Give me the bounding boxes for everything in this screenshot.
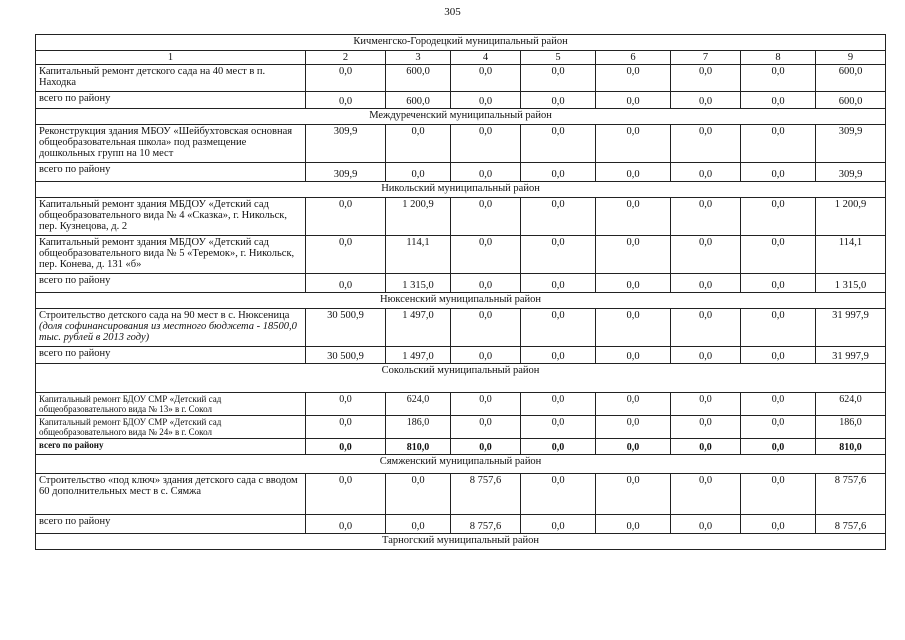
cell-value: 0,0 xyxy=(521,347,596,364)
cell-value: 0,0 xyxy=(596,65,671,92)
cell-value: 114,1 xyxy=(386,236,451,274)
cell-value: 0,0 xyxy=(306,393,386,416)
table-row-total xyxy=(36,274,886,293)
cell-value: 0,0 xyxy=(741,92,816,109)
cell-value: 0,0 xyxy=(521,309,596,347)
cell-value: 0,0 xyxy=(306,236,386,274)
cell-value: 0,0 xyxy=(741,515,816,534)
cell-value: 0,0 xyxy=(671,274,741,293)
cell-value: 0,0 xyxy=(596,125,671,163)
table-row-total xyxy=(36,163,886,182)
cell-value: 0,0 xyxy=(596,416,671,439)
cell-value: 0,0 xyxy=(596,236,671,274)
cell-value: 114,1 xyxy=(816,236,886,274)
cell-value: 0,0 xyxy=(451,439,521,455)
table-row-total xyxy=(36,347,886,364)
cell-value: 0,0 xyxy=(521,92,596,109)
cell-value: 0,0 xyxy=(671,515,741,534)
cell-value: 30 500,9 xyxy=(306,309,386,347)
cell-value: 0,0 xyxy=(521,416,596,439)
cell-value: 0,0 xyxy=(596,474,671,515)
cell-value: 30 500,9 xyxy=(306,347,386,364)
cell-value: 0,0 xyxy=(741,439,816,455)
cell-value: 0,0 xyxy=(671,125,741,163)
column-number-row xyxy=(36,51,886,65)
cell-value: 600,0 xyxy=(816,92,886,109)
cell-value: 0,0 xyxy=(741,416,816,439)
table-row xyxy=(36,309,886,347)
cell-value: 8 757,6 xyxy=(816,515,886,534)
column-number: 4 xyxy=(451,51,521,65)
section-header xyxy=(36,364,886,393)
table-row xyxy=(36,198,886,236)
row-description: всего по району xyxy=(36,439,306,455)
cell-value: 31 997,9 xyxy=(816,347,886,364)
cell-value: 0,0 xyxy=(596,92,671,109)
row-description: Реконструкция здания МБОУ «Шейбухтовская основная общеобразовательная школа» под размещение дошкольных групп на 10 мест xyxy=(36,125,306,163)
cell-value: 0,0 xyxy=(741,163,816,182)
cell-value: 309,9 xyxy=(816,125,886,163)
row-description-cell xyxy=(36,309,306,347)
cell-value: 0,0 xyxy=(306,92,386,109)
cell-value: 0,0 xyxy=(451,274,521,293)
cell-value: 0,0 xyxy=(671,92,741,109)
row-description: Строительство «под ключ» здания детского сада с вводом 60 дополнительных мест в с. Сямжа xyxy=(36,474,306,515)
cell-value: 0,0 xyxy=(451,347,521,364)
cell-value: 0,0 xyxy=(386,163,451,182)
cell-value: 1 200,9 xyxy=(816,198,886,236)
cell-value: 0,0 xyxy=(741,65,816,92)
cell-value: 0,0 xyxy=(671,65,741,92)
budget-table xyxy=(35,34,886,550)
section-title: Сокольский муниципальный район xyxy=(36,364,886,393)
cell-value: 0,0 xyxy=(451,125,521,163)
cell-value: 0,0 xyxy=(451,236,521,274)
cell-value: 0,0 xyxy=(451,198,521,236)
row-description: всего по району xyxy=(36,347,306,364)
cell-value: 0,0 xyxy=(521,393,596,416)
cell-value: 0,0 xyxy=(741,309,816,347)
cell-value: 0,0 xyxy=(671,347,741,364)
section-header xyxy=(36,293,886,309)
section-header xyxy=(36,455,886,474)
cell-value: 0,0 xyxy=(521,236,596,274)
cell-value: 0,0 xyxy=(386,125,451,163)
cell-value: 624,0 xyxy=(386,393,451,416)
cell-value: 0,0 xyxy=(596,274,671,293)
cell-value: 0,0 xyxy=(521,65,596,92)
cell-value: 0,0 xyxy=(741,236,816,274)
cell-value: 0,0 xyxy=(741,474,816,515)
row-note: (доля софинансирования из местного бюджета - 18500,0 тыс. рублей в 2013 году) xyxy=(39,321,297,343)
row-description: Капитальный ремонт БДОУ СМР «Детский сад общеобразовательного вида № 13» в г. Сокол xyxy=(36,393,306,416)
cell-value: 0,0 xyxy=(596,163,671,182)
cell-value: 186,0 xyxy=(386,416,451,439)
table-row-total xyxy=(36,439,886,455)
column-number: 3 xyxy=(386,51,451,65)
cell-value: 0,0 xyxy=(521,198,596,236)
cell-value: 0,0 xyxy=(451,163,521,182)
cell-value: 0,0 xyxy=(671,163,741,182)
cell-value: 0,0 xyxy=(596,309,671,347)
row-description: Капитальный ремонт БДОУ СМР «Детский сад общеобразовательного вида № 24» в г. Сокол xyxy=(36,416,306,439)
column-number: 6 xyxy=(596,51,671,65)
section-header xyxy=(36,534,886,550)
table-row xyxy=(36,416,886,439)
column-number: 9 xyxy=(816,51,886,65)
column-number: 2 xyxy=(306,51,386,65)
row-description: Капитальный ремонт здания МБДОУ «Детский сад общеобразовательного вида № 5 «Теремок», г. Никольск, пер. Конева, д. 131 «б» xyxy=(36,236,306,274)
cell-value: 0,0 xyxy=(741,393,816,416)
cell-value: 1 497,0 xyxy=(386,347,451,364)
table-row xyxy=(36,65,886,92)
cell-value: 0,0 xyxy=(671,198,741,236)
cell-value: 186,0 xyxy=(816,416,886,439)
cell-value: 0,0 xyxy=(671,236,741,274)
cell-value: 0,0 xyxy=(386,515,451,534)
section-title: Никольский муниципальный район xyxy=(36,182,886,198)
cell-value: 0,0 xyxy=(741,274,816,293)
cell-value: 0,0 xyxy=(451,309,521,347)
cell-value: 0,0 xyxy=(596,439,671,455)
cell-value: 0,0 xyxy=(521,439,596,455)
row-description: Капитальный ремонт детского сада на 40 мест в п. Находка xyxy=(36,65,306,92)
cell-value: 0,0 xyxy=(521,474,596,515)
cell-value: 0,0 xyxy=(451,92,521,109)
cell-value: 0,0 xyxy=(306,198,386,236)
section-header xyxy=(36,35,886,51)
row-description: Капитальный ремонт здания МБДОУ «Детский сад общеобразовательного вида № 4 «Сказка», г. Никольск, пер. Кузнецова, д. 2 xyxy=(36,198,306,236)
cell-value: 309,9 xyxy=(816,163,886,182)
cell-value: 600,0 xyxy=(386,65,451,92)
cell-value: 624,0 xyxy=(816,393,886,416)
cell-value: 0,0 xyxy=(596,393,671,416)
row-description: всего по району xyxy=(36,92,306,109)
section-header xyxy=(36,182,886,198)
cell-value: 810,0 xyxy=(816,439,886,455)
section-title: Нюксенский муниципальный район xyxy=(36,293,886,309)
row-description: всего по району xyxy=(36,515,306,534)
cell-value: 0,0 xyxy=(596,347,671,364)
table-row xyxy=(36,393,886,416)
table-row xyxy=(36,125,886,163)
cell-value: 1 200,9 xyxy=(386,198,451,236)
section-title: Междуреченский муниципальный район xyxy=(36,109,886,125)
cell-value: 0,0 xyxy=(596,515,671,534)
table-row-total xyxy=(36,92,886,109)
cell-value: 0,0 xyxy=(671,309,741,347)
cell-value: 309,9 xyxy=(306,163,386,182)
cell-value: 8 757,6 xyxy=(816,474,886,515)
cell-value: 0,0 xyxy=(306,474,386,515)
cell-value: 0,0 xyxy=(671,416,741,439)
cell-value: 0,0 xyxy=(741,125,816,163)
section-title: Сямженский муниципальный район xyxy=(36,455,886,474)
section-title: Тарногский муниципальный район xyxy=(36,534,886,550)
cell-value: 0,0 xyxy=(596,198,671,236)
section-title: Кичменгско-Городецкий муниципальный район xyxy=(36,35,886,51)
cell-value: 0,0 xyxy=(451,393,521,416)
cell-value: 0,0 xyxy=(306,439,386,455)
cell-value: 600,0 xyxy=(816,65,886,92)
cell-value: 8 757,6 xyxy=(451,515,521,534)
cell-value: 0,0 xyxy=(451,416,521,439)
cell-value: 0,0 xyxy=(671,439,741,455)
table-row xyxy=(36,474,886,515)
cell-value: 0,0 xyxy=(671,474,741,515)
cell-value: 0,0 xyxy=(521,125,596,163)
cell-value: 0,0 xyxy=(451,65,521,92)
column-number: 7 xyxy=(671,51,741,65)
section-header xyxy=(36,109,886,125)
table-row xyxy=(36,236,886,274)
row-description: всего по району xyxy=(36,274,306,293)
page-number: 305 xyxy=(444,6,461,18)
cell-value: 0,0 xyxy=(386,474,451,515)
cell-value: 0,0 xyxy=(741,198,816,236)
cell-value: 0,0 xyxy=(306,416,386,439)
column-number: 8 xyxy=(741,51,816,65)
table-row-total xyxy=(36,515,886,534)
row-description: Строительство детского сада на 90 мест в с. Нюксеница xyxy=(39,310,290,321)
cell-value: 8 757,6 xyxy=(451,474,521,515)
cell-value: 0,0 xyxy=(306,65,386,92)
cell-value: 0,0 xyxy=(671,393,741,416)
cell-value: 0,0 xyxy=(521,163,596,182)
cell-value: 0,0 xyxy=(521,515,596,534)
column-number: 1 xyxy=(36,51,306,65)
cell-value: 0,0 xyxy=(741,347,816,364)
cell-value: 1 497,0 xyxy=(386,309,451,347)
cell-value: 0,0 xyxy=(521,274,596,293)
cell-value: 1 315,0 xyxy=(386,274,451,293)
row-description: всего по району xyxy=(36,163,306,182)
cell-value: 31 997,9 xyxy=(816,309,886,347)
cell-value: 1 315,0 xyxy=(816,274,886,293)
cell-value: 0,0 xyxy=(306,515,386,534)
cell-value: 309,9 xyxy=(306,125,386,163)
cell-value: 600,0 xyxy=(386,92,451,109)
column-number: 5 xyxy=(521,51,596,65)
cell-value: 810,0 xyxy=(386,439,451,455)
cell-value: 0,0 xyxy=(306,274,386,293)
